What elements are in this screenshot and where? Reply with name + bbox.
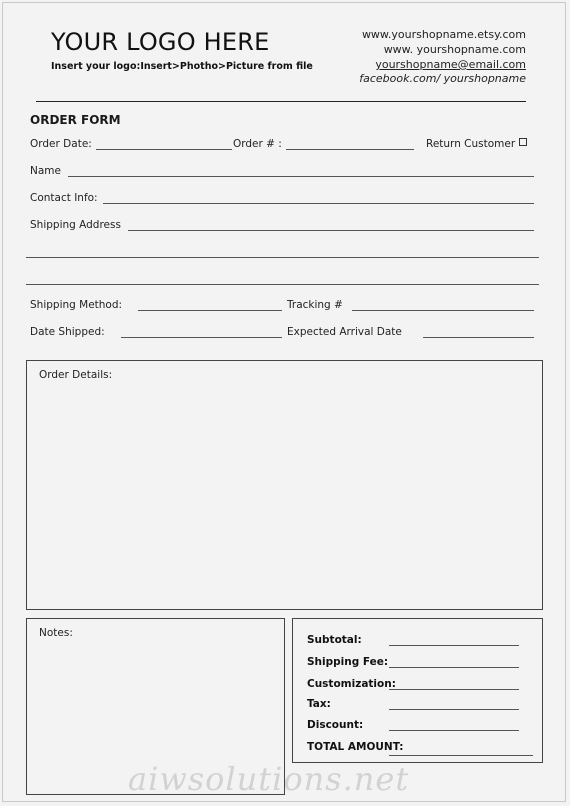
watermark: aiwsolutions.net [128,760,410,798]
return-customer-label: Return Customer [426,138,516,150]
tracking-field[interactable] [352,310,534,311]
total-amount-label: TOTAL AMOUNT: [307,741,404,753]
tracking-label: Tracking # [287,299,343,311]
order-date-field[interactable] [96,149,232,150]
return-customer-checkbox[interactable] [519,138,527,146]
shipping-address-label: Shipping Address [30,219,121,231]
expected-arrival-field[interactable] [423,337,534,338]
name-label: Name [30,165,61,177]
logo-title: YOUR LOGO HERE [51,28,270,56]
shipping-address-field[interactable] [128,230,534,231]
tax-label: Tax: [307,698,331,710]
expected-arrival-label: Expected Arrival Date [287,326,402,338]
order-number-field[interactable] [286,149,414,150]
facebook-link[interactable]: facebook.com/ yourshopname [359,72,526,85]
header-divider [36,101,526,102]
discount-label: Discount: [307,719,364,731]
shipping-method-label: Shipping Method: [30,299,123,311]
shipping-method-field[interactable] [138,310,282,311]
order-details-box[interactable] [26,360,543,610]
form-title: ORDER FORM [30,113,121,127]
date-shipped-label: Date Shipped: [30,326,105,338]
subtotal-field[interactable] [389,645,519,646]
totals-box [292,618,543,763]
order-number-label: Order # : [233,138,282,150]
order-date-label: Order Date: [30,138,92,150]
website2-link[interactable]: www. yourshopname.com [383,43,526,56]
tax-field[interactable] [389,709,519,710]
date-shipped-field[interactable] [121,337,282,338]
shipping-address-line-2[interactable] [26,257,539,258]
website-link[interactable]: www.yourshopname.etsy.com [361,28,526,41]
shipping-fee-label: Shipping Fee: [307,656,389,668]
discount-field[interactable] [389,730,519,731]
return-customer-option [426,138,527,150]
contact-info-label: Contact Info: [30,192,98,204]
email-link[interactable]: yourshopname@email.com [375,58,526,71]
order-details-label: Order Details: [39,369,113,381]
name-field[interactable] [68,176,534,177]
notes-label: Notes: [39,627,73,639]
shipping-fee-field[interactable] [389,667,519,668]
total-amount-field[interactable] [389,755,533,756]
shipping-address-line-3[interactable] [26,284,539,285]
subtotal-label: Subtotal: [307,634,362,646]
customization-field[interactable] [389,689,519,690]
logo-instruction: Insert your logo:Insert>Photho>Picture from file [51,61,313,72]
contact-info-field[interactable] [103,203,534,204]
customization-label: Customization: [307,678,396,690]
